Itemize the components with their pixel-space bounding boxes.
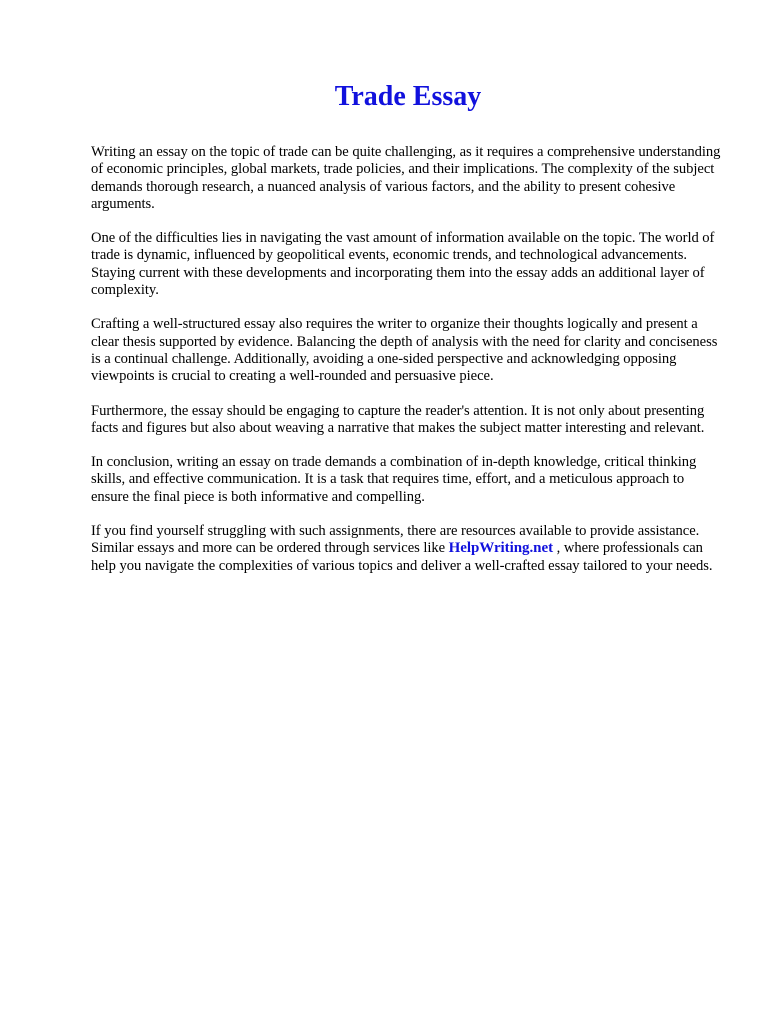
paragraph-3: Crafting a well-structured essay also requires the writer to organize their thoughts logically and present a clear thesis supported by evidence. Balancing the depth of analysis with the need for clarity and conciseness is a continual challenge. Additionally, avoiding a one-sided perspective and acknowledging opposing viewpoints is crucial to creating a well-rounded and persuasive piece.	[91, 316, 718, 385]
document-title: Trade Essay	[334, 81, 482, 112]
document-page	[91, 80, 721, 592]
paragraph-6-before-link: If you find yourself struggling with such assignments, there are resources available to provide assistance. Similar essays and more can be ordered through services like	[91, 523, 700, 557]
helpwriting-link[interactable]: HelpWriting.net	[448, 540, 554, 557]
paragraph-2: One of the difficulties lies in navigating the vast amount of information available on the topic. The world of trade is dynamic, influenced by geopolitical events, economic trends, and technological advancements. Staying current with these developments and incorporating them into the essay adds an additional layer of complexity.	[91, 230, 715, 299]
paragraph-1: Writing an essay on the topic of trade can be quite challenging, as it requires a comprehensive understanding of economic principles, global markets, trade policies, and their implications. The complexity of the subject demands thorough research, a nuanced analysis of various factors, and the ability to present cohesive arguments.	[91, 144, 721, 212]
paragraph-6-after-link: , where professionals can help you navigate the complexities of various topics and deliver a well-crafted essay tailored to your needs.	[91, 540, 713, 574]
paragraph-6	[91, 523, 721, 575]
paragraph-5: In conclusion, writing an essay on trade demands a combination of in-depth knowledge, critical thinking skills, and effective communication. It is a task that requires time, effort, and a meticulous approach to ensure the final piece is both informative and compelling.	[91, 454, 697, 505]
document-body	[91, 144, 721, 575]
paragraph-4: Furthermore, the essay should be engaging to capture the reader's attention. It is not only about presenting facts and figures but also about weaving a narrative that makes the subject matter interesting and relevant.	[91, 402, 705, 436]
